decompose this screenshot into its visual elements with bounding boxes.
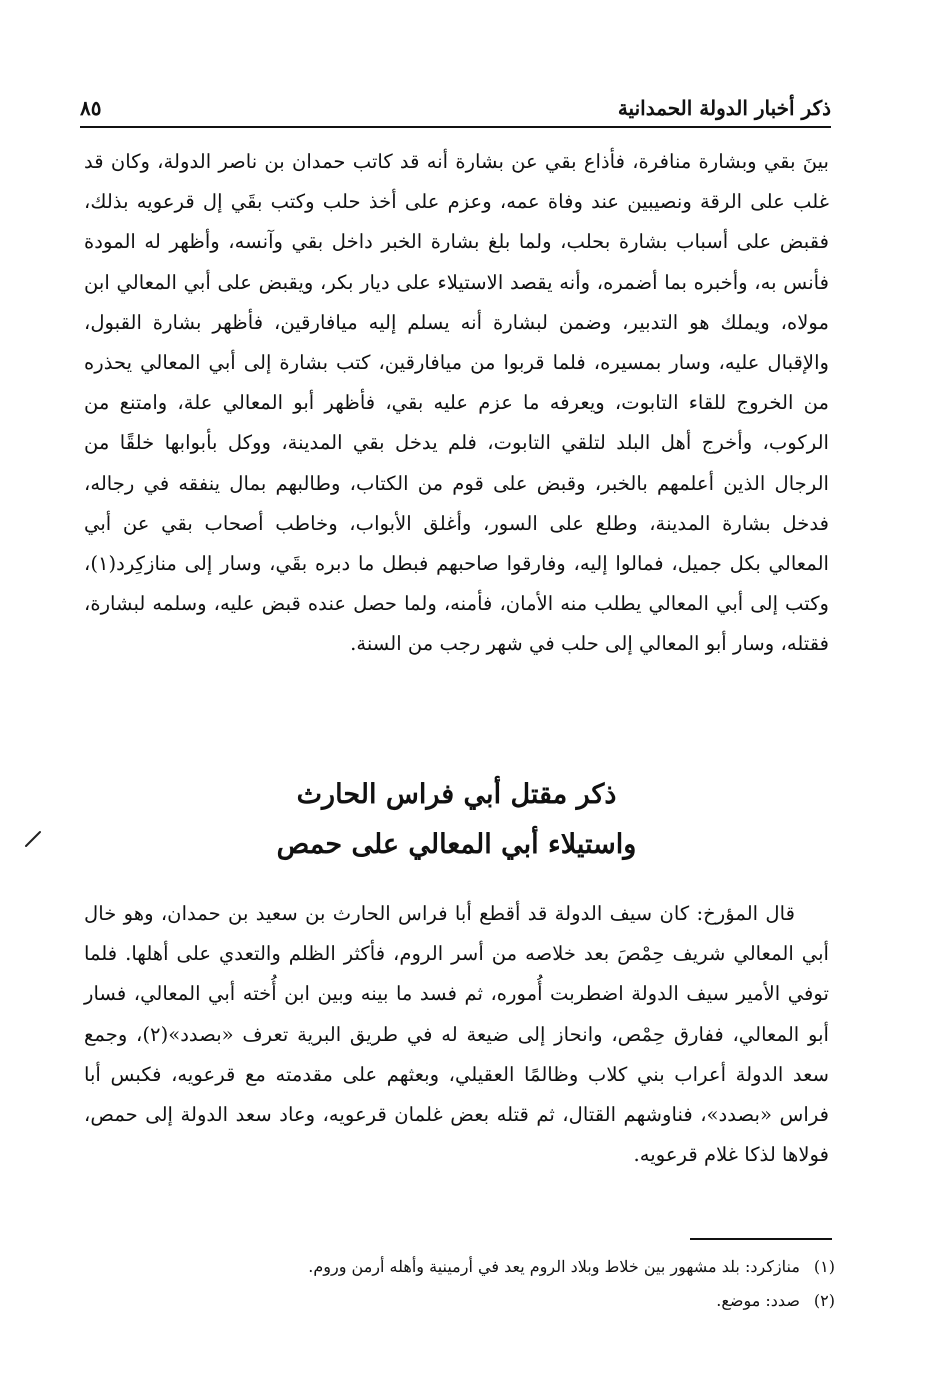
margin-pen-mark [22, 828, 44, 848]
header-rule [80, 126, 831, 128]
body-paragraph-2: قال المؤرخ: كان سيف الدولة قد أقطع أبا فراس الحارث بن سعيد بن حمدان، وهو خال أبي المعالي شريف حِمْصَ بعد خلاصه من أسر الروم، فأكثر الظلم والتعدي على أهلها. فلما توفي الأمير سيف الدولة اضطربت أُموره، ثم فسد ما بينه وبين ابن أُخته أبي المعالي، فسار أبو المعالي، ففارق حِمْص، وانحاز إلى ضيعة له في طريق البرية تعرف «بصدد»(٢)، وجمع سعد الدولة أعراب بني كلاب وظالمًا العقيلي، وبعثهم على مقدمته مع قرعويه، فكبس أبا فراس «بصدد»، فناوشهم القتال، ثم قتله بعض غلمان قرعويه، وعاد سعد الدولة إلى حمص، فولاها لذكا غلام قرعويه. [84, 902, 829, 1167]
footnote-2 [84, 1284, 835, 1318]
footnote-number: (٢) [813, 1291, 835, 1310]
page-number: ٨٥ [80, 96, 102, 120]
footnote-text: منازكرد: بلد مشهور بين خلاط وبلاد الروم يعد في أرمينية وأهله أرمن وروم. [308, 1257, 800, 1276]
footnote-separator [690, 1238, 832, 1240]
body-paragraph-1: بينَ بقي وبشارة منافرة، فأذاع بقي عن بشارة أنه قد كاتب حمدان بن ناصر الدولة، وكان قد غلب على الرقة ونصيبين عند وفاة عمه، وعزم على أخذ حلب وكتب بقَي إل قرعويه بذلك، فقبض على أسباب بشارة بحلب، ولما بلغ بشارة الخبر داخل بقي وآنسه، وأظهر له المودة فأنس به، وأخبره بما أضمره، وأنه يقصد الاستيلاء على ديار بكر، ويقبض على أبي المعالي ابن مولاه، ويملك هو التدبير، وضمن لبشارة أنه يسلم إليه ميافارقين، فأظهر بشارة القبول، والإقبال عليه، وسار بمسيره، فلما قربوا من ميافارقين، كتب بشارة إلى أبي المعالي يحذره من الخروج للقاء التابوت، ويعرفه ما عزم عليه بقي، فأظهر أبو المعالي علة، وامتنع من الركوب، وأخرج أهل البلد لتلقي التابوت، فلم يدخل بقي المدينة، ووكل بأبوابها خلقًا من الرجال الذين أعلمهم بالخبر، وقبض على قوم من الكتاب، وطالبهم بمال ينفقه في رجاله، فدخل بشارة المدينة، وطلع على السور، وأغلق الأبواب، وخاطب أصحاب بقي عن أبي المعالي بكل جميل، فمالوا إليه، وفارقوا صاحبهم فبطل ما دبره بقَي، وسار إلى منازكِرد(١)، وكتب إلى أبي المعالي يطلب منه الأمان، فأمنه، ولما حصل عنده قبض عليه، وسلمه لبشارة، فقتله، وسار أبو المعالي إلى حلب في شهر رجب من السنة. [84, 150, 829, 656]
footnotes [84, 1250, 835, 1318]
footnote-text: صدد: موضع. [716, 1291, 800, 1310]
section-heading-line-2: واستيلاء أبي المعالي على حمص [276, 829, 637, 860]
header-title: ذكر أخبار الدولة الحمدانية [617, 96, 831, 120]
running-header [80, 86, 831, 120]
section-heading-line-1: ذكر مقتل أبي فراس الحارث [296, 779, 617, 810]
footnote-number: (١) [813, 1257, 835, 1276]
footnote-1 [84, 1250, 835, 1284]
section-heading [84, 770, 829, 870]
